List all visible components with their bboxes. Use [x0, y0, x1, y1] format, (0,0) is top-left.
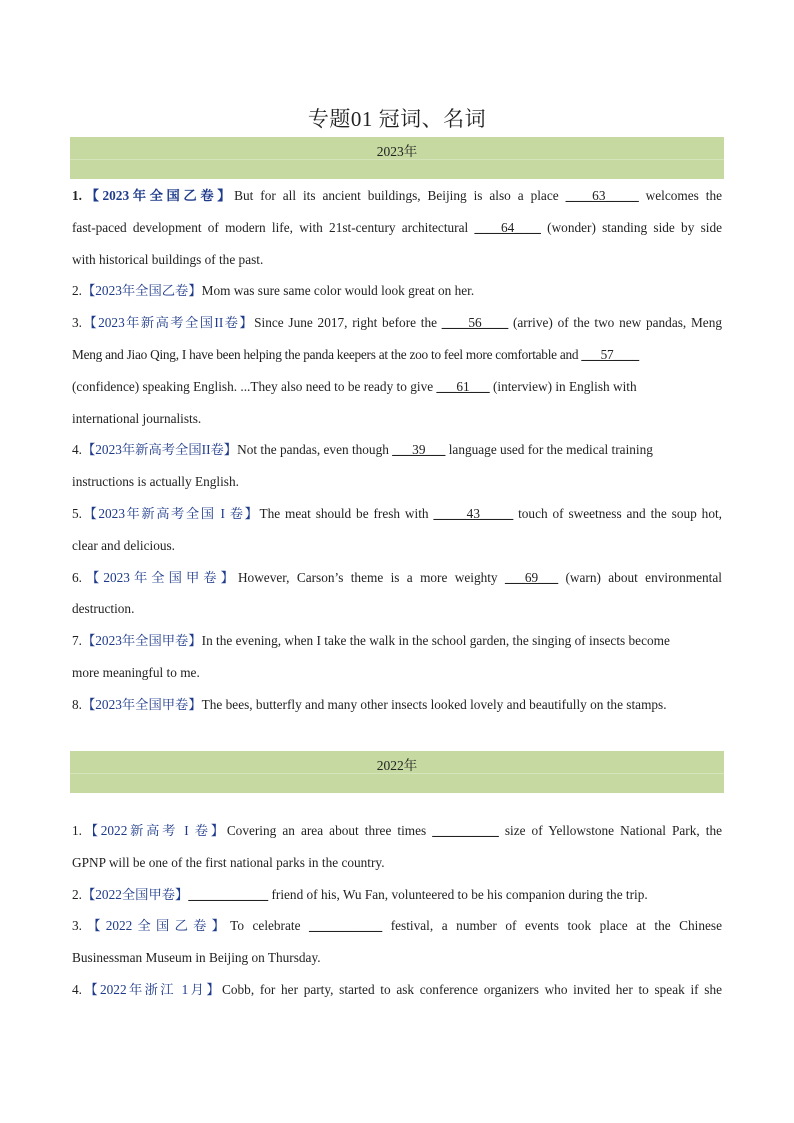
question-number: 2.: [72, 886, 82, 902]
question-2: [72, 879, 722, 911]
question-text: friend of his, Wu Fan, volunteered to be his companion during the trip.: [268, 886, 648, 902]
answer-blank: ___39___: [392, 442, 446, 458]
page-title: 专题01 冠词、名词: [307, 107, 487, 131]
question-3-line-2: [72, 339, 722, 371]
question-number: 4.: [72, 442, 82, 458]
question-1-line-1: [72, 180, 722, 212]
question-text: Mom was sure same color would look great on her.: [201, 283, 475, 299]
question-number: 7.: [72, 633, 82, 649]
question-4-line-2: instructions is actually English.: [72, 474, 239, 490]
question-number: 2.: [72, 283, 82, 299]
source-tag: 【2023年全国乙卷】: [81, 188, 235, 203]
question-1-line-2: GPNP will be one of the first national parks in the country.: [72, 854, 385, 870]
question-7-line-2: more meaningful to me.: [72, 664, 200, 680]
source-tag: 【2023年全国甲卷】: [81, 569, 238, 585]
answer-blank: ____________: [188, 886, 269, 902]
question-number: 3.: [72, 918, 82, 934]
question-text: However, Carson’s theme is a more weighty: [237, 569, 505, 585]
question-text: (interview) in English with: [489, 378, 637, 394]
question-text: fast-paced development of modern life, with 21st-century architectural: [72, 219, 475, 235]
questions-2022: [72, 815, 722, 1006]
source-tag: 【2023年全国甲卷】: [81, 696, 202, 712]
source-tag: 【2023年全国乙卷】: [81, 283, 202, 299]
question-number: 3.: [72, 315, 82, 331]
question-1-line-2: [72, 212, 722, 244]
answer-blank: ____63_____: [565, 188, 639, 203]
question-text: The bees, butterfly and many other insects looked lovely and beautifully on the stamps.: [201, 696, 667, 712]
source-tag: 【2023年全国甲卷】: [81, 633, 202, 649]
question-4-line-1: [72, 974, 722, 1006]
question-text: In the evening, when I take the walk in the school garden, the singing of insects become: [201, 633, 670, 649]
answer-blank: __________: [432, 823, 499, 838]
question-number: 8.: [72, 696, 82, 712]
question-6-line-1: [72, 562, 722, 594]
source-tag: 【2022全国甲卷】: [81, 886, 189, 902]
answer-blank: ___________: [309, 918, 383, 934]
question-text: The meat should be fresh with: [259, 505, 434, 521]
source-tag: 【2023年新高考全国II卷】: [81, 442, 238, 458]
question-text: language used for the medical training: [445, 442, 653, 458]
answer-blank: ___69___: [504, 569, 559, 585]
question-5-line-1: [72, 498, 722, 530]
question-number: 1.: [72, 188, 82, 203]
section-heading: 2023年: [376, 144, 418, 159]
question-3-line-1: [72, 910, 722, 942]
question-3-line-2: Businessman Museum in Beijing on Thursday.: [72, 950, 321, 966]
question-8: [72, 689, 722, 721]
answer-blank: _____43_____: [433, 505, 514, 521]
question-6-line-2: destruction.: [72, 601, 135, 617]
question-text: Not the pandas, even though: [237, 442, 393, 458]
question-text: welcomes the: [638, 188, 722, 203]
answer-blank: ___57____: [581, 346, 639, 362]
question-text: (confidence) speaking English. ...They also need to be ready to give: [72, 378, 437, 394]
section-header-2022: [70, 751, 724, 793]
question-5-line-2: clear and delicious.: [72, 537, 176, 553]
question-4-line-1: [72, 434, 722, 466]
question-text: Covering an area about three times: [226, 823, 433, 838]
questions-2023: [72, 180, 722, 721]
question-3-line-3: [72, 371, 722, 403]
source-tag: 【2023年新高考全国 I 卷】: [81, 505, 260, 521]
question-1-line-3: with historical buildings of the past.: [72, 251, 264, 267]
question-number: 6.: [72, 569, 82, 585]
question-text: touch of sweetness and the soup hot,: [513, 505, 722, 521]
answer-blank: ____56____: [441, 315, 509, 331]
question-text: Since June 2017, right before the: [254, 315, 442, 331]
question-7-line-1: [72, 625, 722, 657]
section-header-2023: [70, 137, 724, 179]
question-text: size of Yellowstone National Park, the: [498, 823, 722, 838]
answer-blank: ___61___: [436, 378, 490, 394]
source-tag: 【2022年浙江 1月】: [81, 981, 222, 997]
question-text: (wonder) standing side by side: [540, 219, 722, 235]
question-text: (arrive) of the two new pandas, Meng: [508, 315, 722, 331]
question-1-line-1: [72, 815, 722, 847]
question-text: (warn) about environmental: [558, 569, 722, 585]
question-text: But for all its ancient buildings, Beijing is also a place: [234, 188, 566, 203]
question-3-line-4: international journalists.: [72, 410, 202, 426]
question-3-line-1: [72, 307, 722, 339]
question-text: To celebrate: [230, 918, 310, 934]
source-tag: 【2022新高考 I 卷】: [81, 823, 227, 838]
question-text: festival, a number of events took place at the Chinese: [382, 918, 723, 934]
divider: [70, 159, 724, 160]
question-text: Cobb, for her party, started to ask conference organizers who invited her to speak if she: [222, 981, 722, 997]
question-number: 5.: [72, 505, 82, 521]
section-heading: 2022年: [376, 758, 418, 773]
question-text: Meng and Jiao Qing, I have been helping the panda keepers at the zoo to feel more comfortable and: [72, 346, 582, 362]
answer-blank: ____64____: [474, 219, 541, 235]
source-tag: 【2022全国乙卷】: [81, 918, 231, 934]
divider: [70, 773, 724, 774]
source-tag: 【2023年新高考全国II卷】: [81, 315, 255, 331]
question-2: [72, 275, 722, 307]
question-number: 1.: [72, 823, 82, 838]
question-number: 4.: [72, 981, 82, 997]
